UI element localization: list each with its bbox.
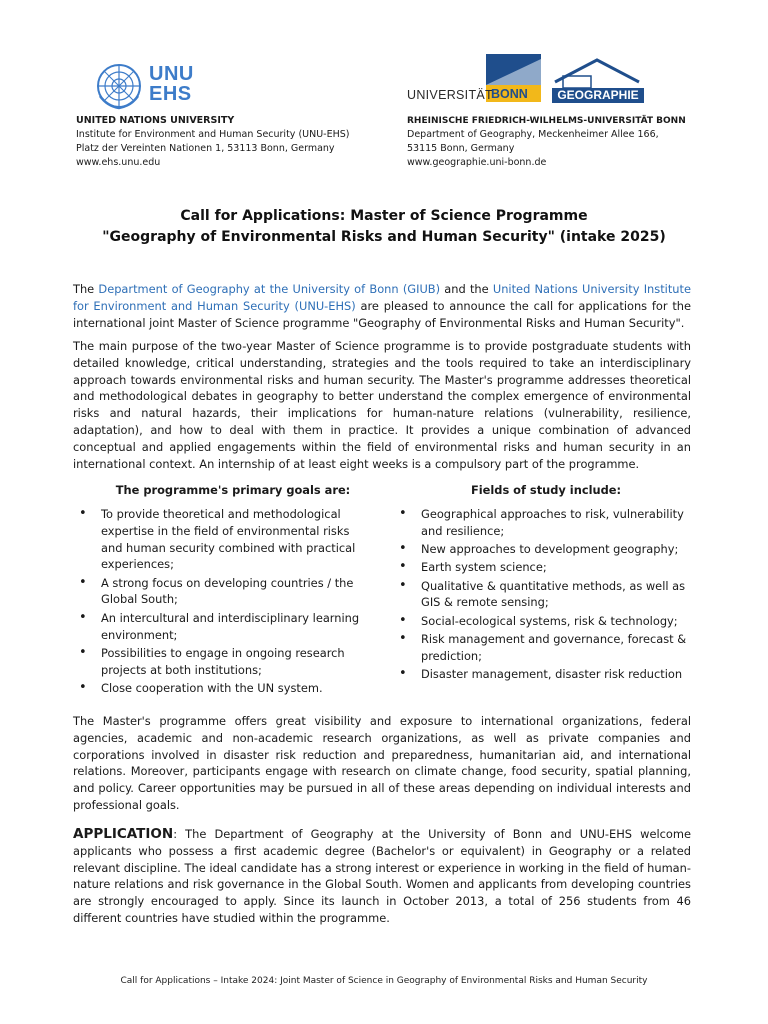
uni-bonn-geographie-logo: [407, 54, 643, 106]
fields-list: [397, 506, 695, 684]
title-line: Call for Applications: Master of Science Programme: [180, 208, 588, 224]
application-paragraph: [73, 826, 691, 927]
goals-item: • Close cooperation with the UN system.: [77, 680, 367, 697]
fields-item: • Qualitative & quantitative methods, as well as GIS & remote sensing;: [397, 578, 695, 612]
unu-address-line: Institute for Environment and Human Security (UNU-EHS): [76, 129, 350, 140]
application-text: : The Department of Geography at the University of Bonn and UNU-EHS welcome applicants who possess a first academic degree (Bachelor's or equivalent) in Geography or a related relevant discipline. The ideal candidate has a strong interest or experience in working in the field of human-nature relations and risk governance in the Global South. Women and applicants from developing countries are strongly encouraged to apply. Since its launch in October 2013, a total of 256 students from 46 different countries have studied within the programme.: [73, 827, 691, 925]
unu-address-line: Platz der Vereinten Nationen 1, 53113 Bonn, Germany: [76, 143, 335, 154]
bonn-website[interactable]: www.geographie.uni-bonn.de: [407, 157, 547, 168]
ehs-logo-text: EHS: [149, 83, 192, 105]
bonn-address-block: [407, 114, 717, 170]
goals-item: • A strong focus on developing countries / the Global South;: [77, 575, 367, 609]
fields-item: • Geographical approaches to risk, vulnerability and resilience;: [397, 506, 695, 540]
unu-ehs-logo: [95, 62, 205, 108]
goals-item: • An intercultural and interdisciplinary learning environment;: [77, 610, 367, 644]
fields-item: • Earth system science;: [397, 559, 695, 576]
goals-list: [77, 506, 367, 698]
fields-item: • New approaches to development geography;: [397, 541, 695, 558]
fields-heading: Fields of study include:: [470, 483, 622, 497]
intro-text: are pleased to announce the call for applications for the international joint Master of Science programme "Geography of Environmental Risks and Human Security".: [73, 298, 692, 330]
page-footer: Call for Applications – Intake 2024: Joint Master of Science in Geography of Environmental Risks and Human Security: [120, 976, 648, 986]
bonn-address-line: 53115 Bonn, Germany: [407, 143, 515, 154]
fields-item: • Disaster management, disaster risk reduction: [397, 666, 695, 683]
application-heading: APPLICATION: [73, 826, 174, 842]
geographie-logo-text: GEOGRAPHIE: [552, 88, 644, 103]
giub-link[interactable]: Department of Geography at the University of Bonn (GIUB): [98, 282, 441, 296]
goals-heading: The programme's primary goals are:: [115, 483, 351, 497]
fields-item: • Risk management and governance, forecast & prediction;: [397, 631, 695, 665]
unu-org-name: UNITED NATIONS UNIVERSITY: [76, 115, 235, 126]
intro-text: The: [73, 282, 99, 296]
title-line: "Geography of Environmental Risks and Human Security" (intake 2025): [102, 229, 666, 245]
unu-website[interactable]: www.ehs.unu.edu: [76, 157, 161, 168]
unu-address-block: [76, 114, 376, 170]
universitat-logo-text: UNIVERSITÄT: [407, 88, 493, 102]
bonn-address-line: Department of Geography, Meckenheimer Allee 166,: [407, 129, 659, 140]
bonn-org-name: RHEINISCHE FRIEDRICH-WILHELMS-UNIVERSITÄT BONN: [407, 116, 686, 126]
purpose-paragraph: The main purpose of the two-year Master of Science programme is to provide postgraduate students with detailed knowledge, critical understanding, strategies and the tools required to take an interdisciplinary approach towards environmental risks and human security. The Master's programme addresses theoretical and methodological debates in geography to better understand the complex emergence of environmental risks and natural hazards, their implications for human-nature relations (vulnerability, resilience, adaptation), and how to deal with them in practice. It provides a unique combination of advanced conceptual and applied engagements within the field of environmental risks and human security in an international context. An internship of at least eight weeks is a compulsory part of the programme.: [73, 339, 691, 471]
visibility-paragraph: The Master's programme offers great visibility and exposure to international organizations, federal agencies, academic and non-academic research organizations, as well as private companies and corporations involved in disaster risk reduction and preparedness, humanitarian aid, and international relations. Moreover, participants engage with research on climate change, food security, spatial planning, and policy. Career opportunities may be pursued in all of these areas depending on individual interests and professional goals.: [73, 714, 691, 812]
goals-item: • Possibilities to engage in ongoing research projects at both institutions;: [77, 645, 367, 679]
fields-item: • Social-ecological systems, risk & technology;: [397, 613, 695, 630]
intro-paragraph: [73, 281, 691, 331]
un-globe-icon: [95, 62, 143, 110]
unu-logo-text: UNU: [149, 63, 194, 85]
intro-text: and the: [440, 282, 493, 296]
bonn-logo-text: BONN: [491, 87, 528, 101]
unu-ehs-link[interactable]: United Nations University Institute for Environment and Human Security (UNU-EHS): [73, 282, 691, 313]
page-title: [60, 206, 708, 248]
goals-item: • To provide theoretical and methodological expertise in the field of environmental risks and human security combined with practical experiences;: [77, 506, 367, 573]
